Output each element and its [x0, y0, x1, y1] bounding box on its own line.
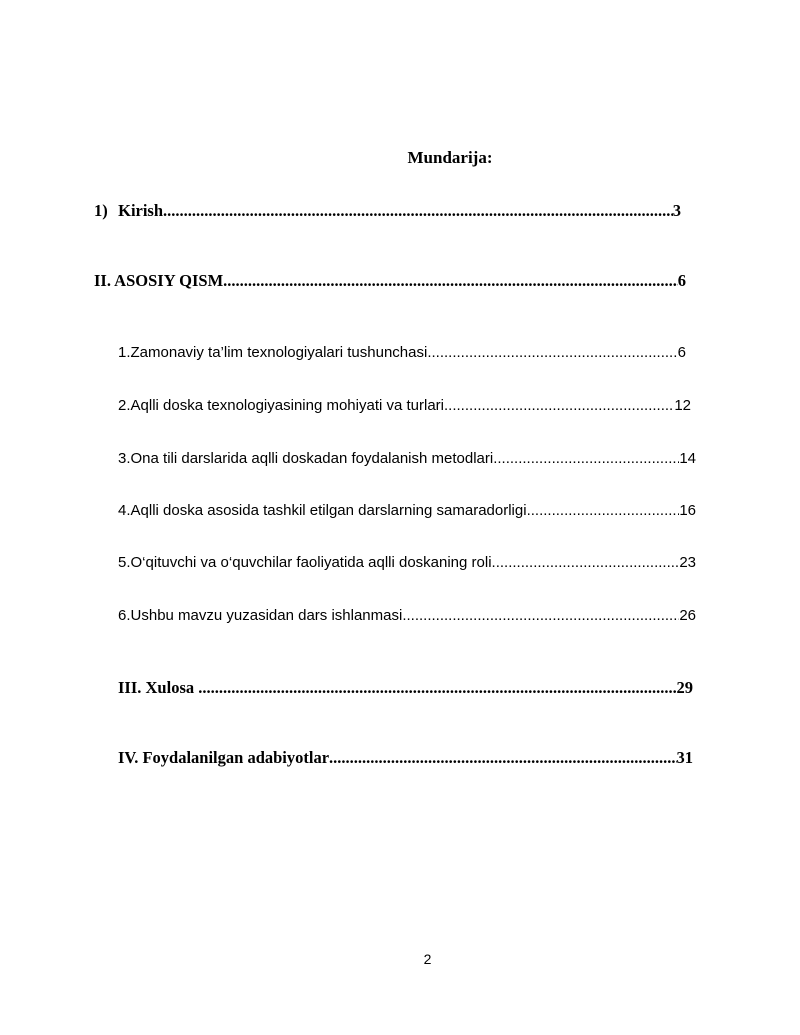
- toc-entry-number: 2.: [118, 397, 131, 414]
- toc-leader-dots: [198, 678, 676, 698]
- toc-subentry: [118, 553, 696, 573]
- toc-entry-page: 14: [679, 450, 696, 467]
- toc-entry-page: 6: [677, 344, 686, 361]
- toc-subentry: [118, 449, 696, 469]
- toc-leader-dots: [493, 449, 679, 469]
- toc-entry-number: 1): [94, 201, 108, 220]
- toc-entry-adabiyotlar: [118, 748, 693, 768]
- toc-leader-dots: [329, 748, 676, 768]
- toc-leader-dots: [402, 606, 679, 626]
- toc-entry-number: 3.: [118, 450, 131, 467]
- toc-entry-page: 6: [677, 271, 686, 290]
- toc-entry-text: Ona tili darslarida aqlli doskadan foydalanish metodlari: [130, 450, 494, 467]
- toc-entry-text: III. Xulosa: [118, 678, 199, 697]
- toc-entry-text: Ushbu mavzu yuzasidan dars ishlanmasi: [130, 607, 403, 624]
- toc-entry-page: 29: [676, 678, 693, 697]
- toc-subentry: [118, 396, 691, 416]
- toc-entry-xulosa: [118, 678, 693, 698]
- toc-entry-kirish: [94, 201, 681, 221]
- toc-entry-page: 23: [679, 554, 696, 571]
- toc-entry-text: Kirish: [118, 201, 164, 220]
- page-title: Mundarija:: [407, 148, 493, 167]
- toc-leader-dots: [444, 396, 674, 416]
- toc-entry-page: 31: [676, 748, 693, 767]
- toc-entry-page: 26: [679, 607, 696, 624]
- toc-entry-text: Aqlli doska asosida tashkil etilgan darslarning samaradorligi: [130, 502, 527, 519]
- toc-entry-page: 3: [672, 201, 681, 220]
- toc-entry-number: 5.: [118, 554, 131, 571]
- toc-entry-asosiy-qism: [94, 271, 686, 291]
- toc-leader-dots: [427, 343, 677, 363]
- toc-subentry: [118, 606, 696, 626]
- toc-entry-text: Zamonaviy ta’lim texnologiyalari tushunchasi: [130, 344, 428, 361]
- toc-entry-page: 16: [679, 502, 696, 519]
- toc-leader-dots: [163, 201, 673, 221]
- toc-subentry: [118, 343, 686, 363]
- toc-entry-number: 6.: [118, 607, 131, 624]
- toc-subentry: [118, 501, 696, 521]
- toc-entry-page: 12: [674, 397, 691, 414]
- toc-leader-dots: [527, 501, 680, 521]
- toc-leader-dots: [223, 271, 678, 291]
- toc-entry-number: 4.: [118, 502, 131, 519]
- page-number: 2: [423, 951, 432, 967]
- toc-entry-text: IV. Foydalanilgan adabiyotlar: [118, 748, 330, 767]
- toc-entry-text: II. ASOSIY QISM: [94, 271, 224, 290]
- toc-entry-text: Aqlli doska texnologiyasining mohiyati va turlari: [130, 397, 445, 414]
- toc-entry-text: O‘qituvchi va o‘quvchilar faoliyatida aqlli doskaning roli: [130, 554, 492, 571]
- toc-leader-dots: [492, 553, 680, 573]
- toc-entry-number: 1.: [118, 344, 131, 361]
